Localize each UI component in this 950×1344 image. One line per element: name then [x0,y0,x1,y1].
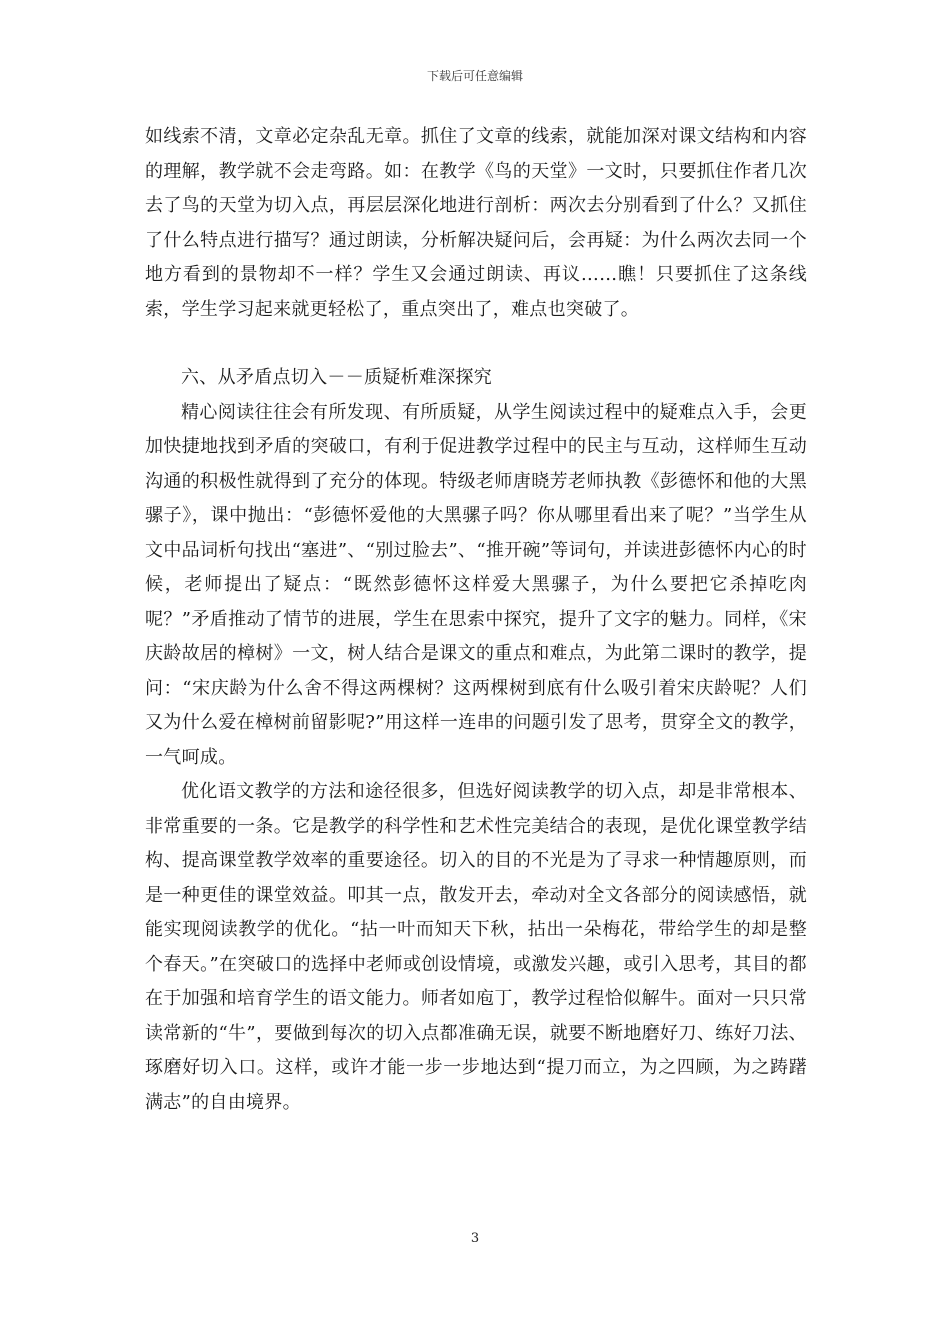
page-number: 3 [470,1231,480,1246]
document-body [145,120,807,1120]
paragraph-contradiction-point: 精心阅读往往会有所发现、有所质疑，从学生阅读过程中的疑难点入手，会更加快捷地找到矛盾的突破口，有利于促进教学过程中的民主与互动，这样师生互动沟通的积极性就得到了充分的体现。特级老师唐晓芳老师执教《彭德怀和他的大黑骡子》，课中抛出：“彭德怀爱他的大黑骡子吗？你从哪里看出来了呢？”当学生从文中品词析句找出“塞进”、“别过脸去”、“推开碗”等词句，并读进彭德怀内心的时候，老师提出了疑点：“既然彭德怀这样爱大黑骡子，为什么要把它杀掉吃肉呢？”矛盾推动了情节的进展，学生在思索中探究，提升了文字的魅力。同样，《宋庆龄故居的樟树》一文，树人结合是课文的重点和难点，为此第二课时的教学，提问：“宋庆龄为什么舍不得这两棵树？这两棵树到底有什么吸引着宋庆龄呢？人们又为什么爱在樟树前留影呢?”用这样一连串的问题引发了思考，贯穿全文的教学，一气呵成。 [145,401,807,768]
paragraph-conclusion: 优化语文教学的方法和途径很多，但选好阅读教学的切入点，却是非常根本、非常重要的一条。它是教学的科学性和艺术性完美结合的表现，是优化课堂教学结构、提高课堂教学效率的重要途径。切入的目的不光是为了寻求一种情趣原则，而是一种更佳的课堂效益。叩其一点，散发开去，牵动对全文各部分的阅读感悟，就能实现阅读教学的优化。“拈一叶而知天下秋，拈出一朵梅花，带给学生的却是整个春天。”在突破口的选择中老师或创设情境，或激发兴趣，或引入思考，其目的都在于加强和培育学生的语文能力。师者如庖丁，教学过程恰似解牛。面对一只只常读常新的“牛”，要做到每次的切入点都准确无误，就要不断地磨好刀、练好刀法、琢磨好切入口。这样，或许才能一步一步地达到“提刀而立，为之四顾，为之踌躇满志”的自由境界。 [145,781,807,1113]
page-header: 下载后可任意编辑 [426,69,523,83]
section-heading: 六、从矛盾点切入－－质疑析难深探究 [181,367,493,388]
paragraph-continuation: 如线索不清，文章必定杂乱无章。抓住了文章的线索，就能加深对课文结构和内容的理解，教学就不会走弯路。如：在教学《鸟的天堂》一文时，只要抓住作者几次去了鸟的天堂为切入点，再层层深化地进行剖析：两次去分别看到了什么？又抓住了什么特点进行描写？通过朗读，分析解决疑问后，会再疑：为什么两次去同一个地方看到的景物却不一样？学生又会通过朗读、再议……瞧！只要抓住了这条线索，学生学习起来就更轻松了，重点突出了，难点也突破了。 [145,126,807,320]
